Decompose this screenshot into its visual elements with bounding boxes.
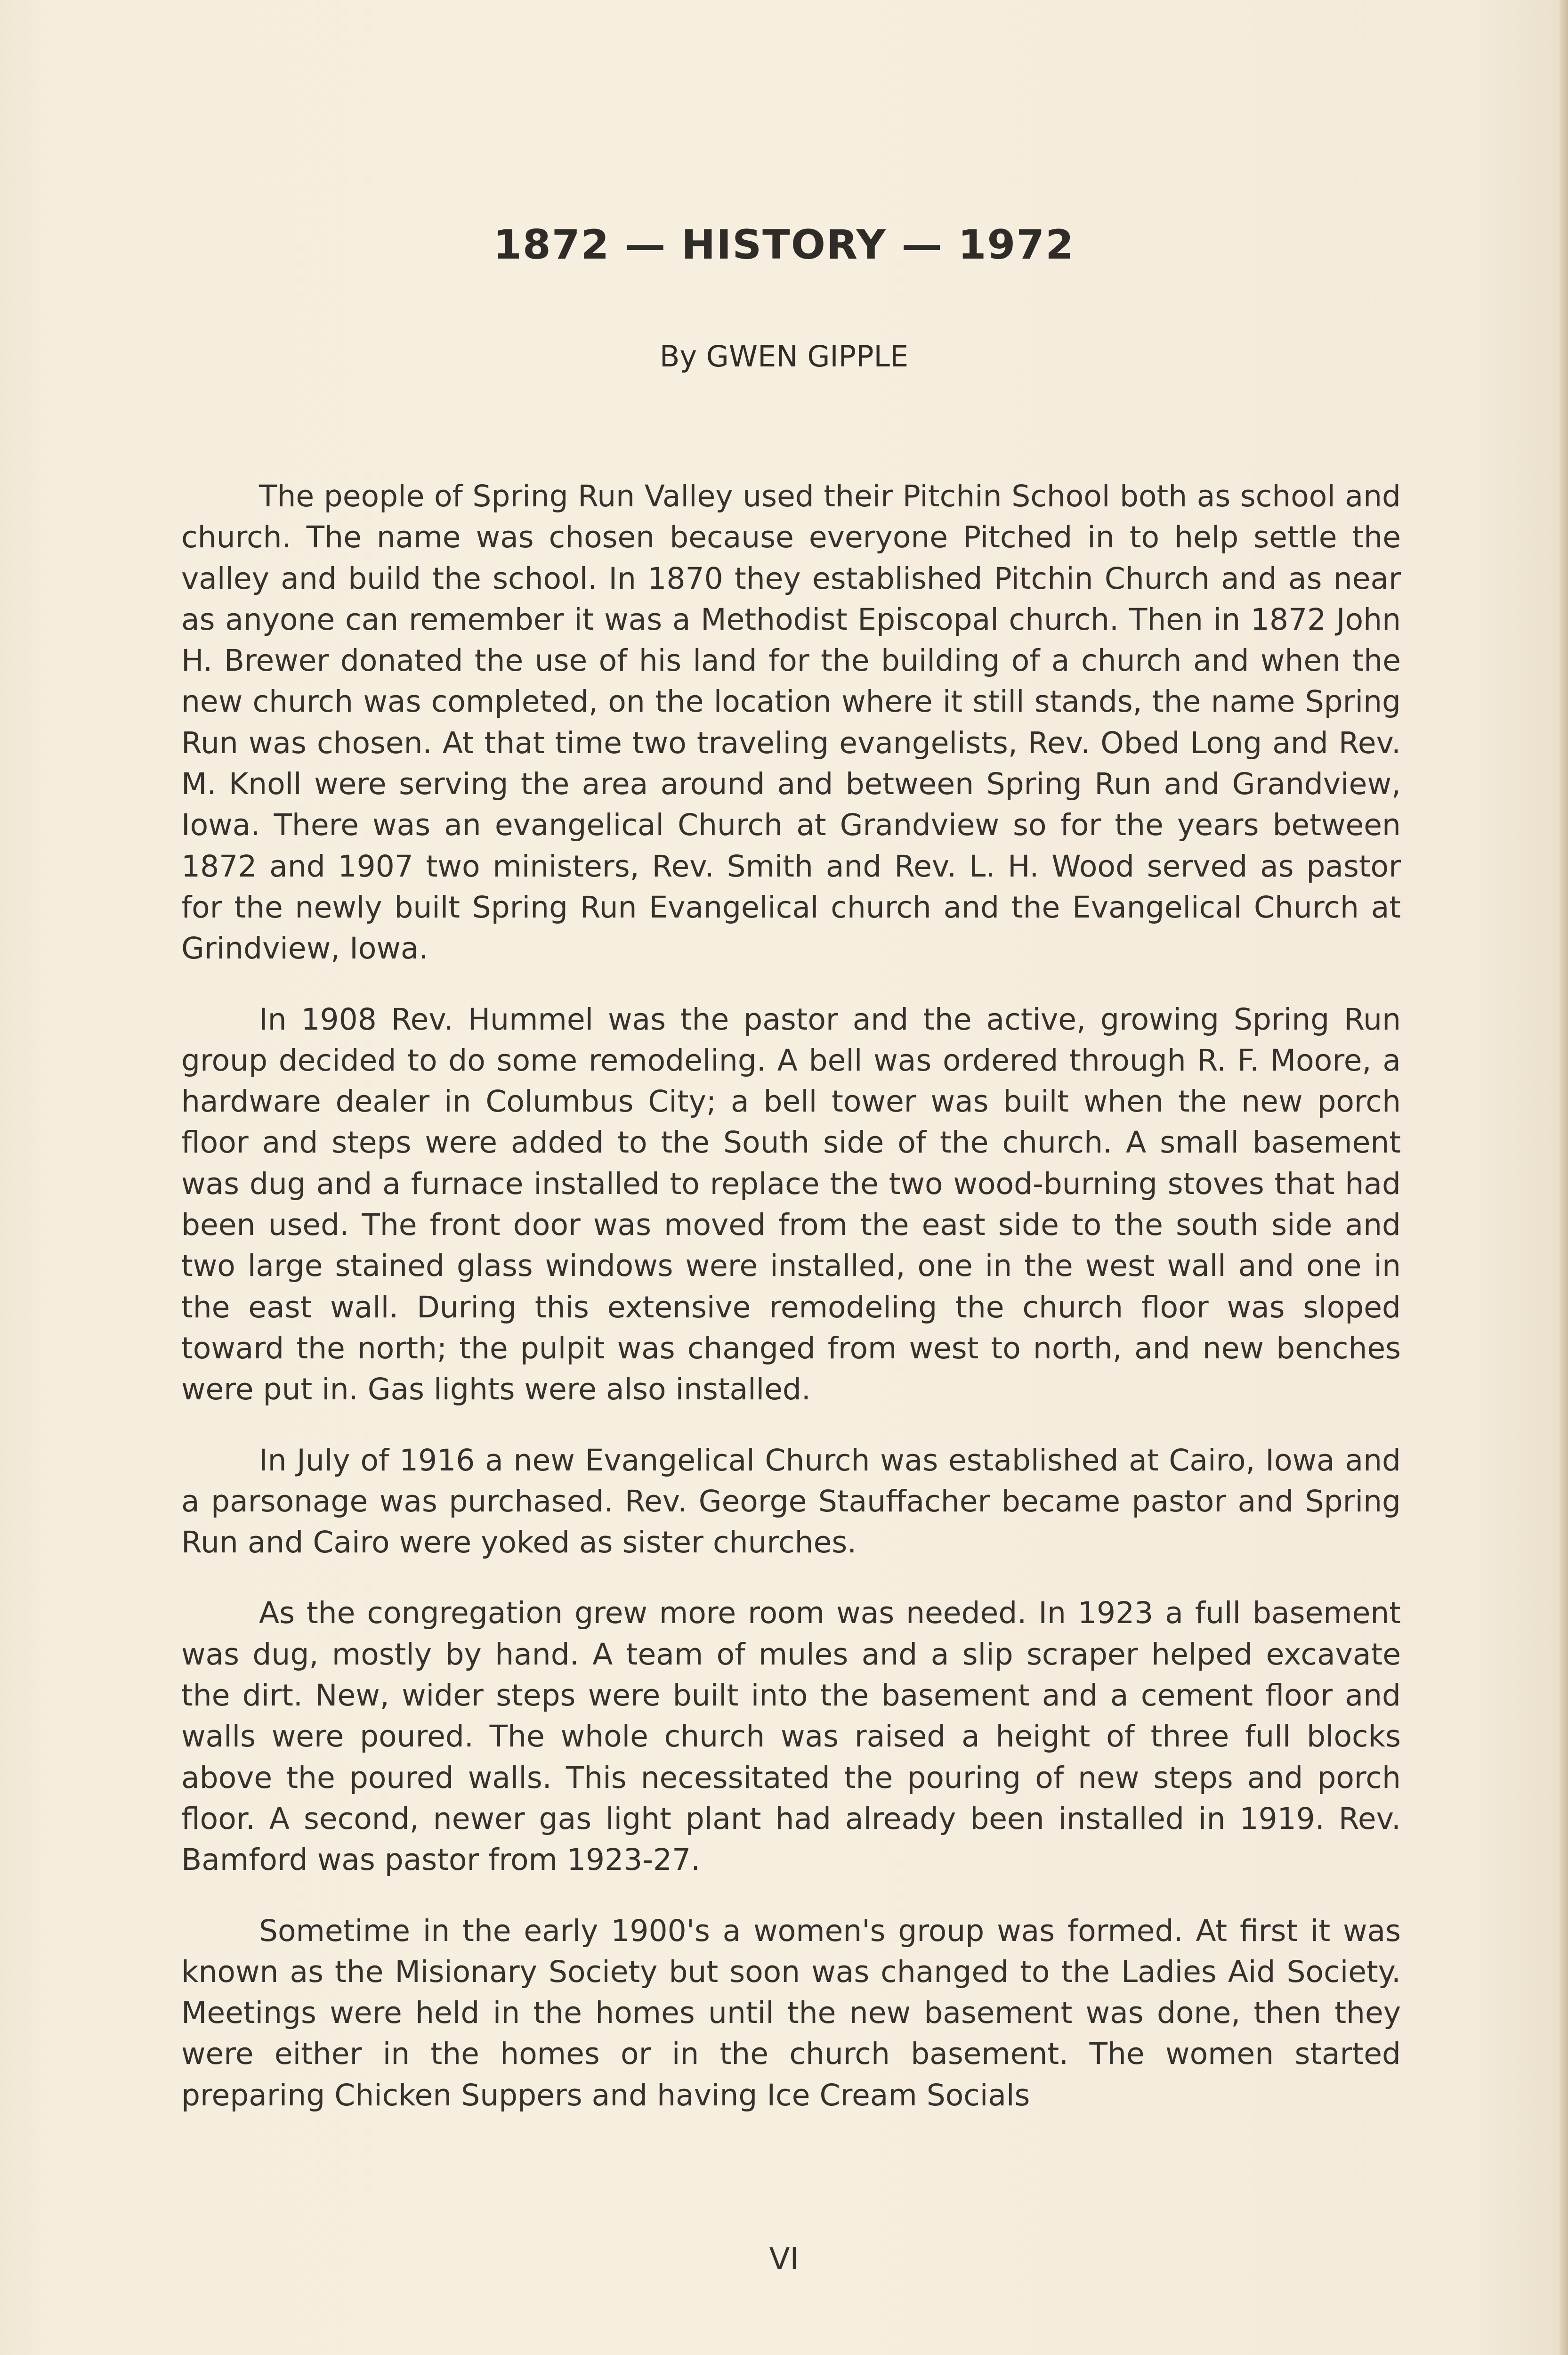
paragraph: Sometime in the early 1900's a women's group was formed. At first it was known as the Misionary Society but soon was changed to the Ladies Aid Society. Meetings were held in the homes until the new basement was done, then they were either in the homes or in the church basement. The women started preparing Chicken Suppers and having Ice Cream Socials xyxy=(181,1913,1401,2112)
page-title: 1872 — HISTORY — 1972 xyxy=(493,221,1075,268)
paragraph: In 1908 Rev. Hummel was the pastor and the active, growing Spring Run group decided to do some remodeling. A bell was ordered through R. F. Moore, a hardware dealer in Columbus City; a bell tower was built when the new porch floor and steps were added to the South side of the church. A small basement was dug and a furnace installed to replace the two wood-burning stoves that had been used. The front door was moved from the east side to the south side and two large stained glass windows were installed, one in the west wall and one in the east wall. During this extensive remodeling the church floor was sloped toward the north; the pulpit was changed from west to north, and new benches were put in. Gas lights were also installed. xyxy=(181,1002,1401,1407)
page-number: VI xyxy=(769,2242,799,2277)
author-byline: By GWEN GIPPLE xyxy=(659,339,909,374)
paragraph: As the congregation grew more room was needed. In 1923 a full basement was dug, mostly by hand. A team of mules and a slip scraper helped excavate the dirt. New, wider steps were built into the basement and a cement floor and walls were poured. The whole church was raised a height of three full blocks above the poured walls. This necessitated the pouring of new steps and porch floor. A second, newer gas light plant had already been installed in 1919. Rev. Bamford was pastor from 1923-27. xyxy=(181,1596,1401,1877)
paragraph: In July of 1916 a new Evangelical Church was established at Cairo, Iowa and a parsonage was purchased. Rev. George Stauffacher became pastor and Spring Run and Cairo were yoked as sister churches. xyxy=(181,1443,1401,1560)
paragraph: The people of Spring Run Valley used their Pitchin School both as school and church. The name was chosen because everyone Pitched in to help settle the valley and build the school. In 1870 they established Pitchin Church and as near as anyone can remember it was a Methodist Episcopal church. Then in 1872 John H. Brewer donated the use of his land for the building of a church and when the new church was completed, on the location where it still stands, the name Spring Run was chosen. At that time two traveling evangelists, Rev. Obed Long and Rev. M. Knoll were serving the area around and between Spring Run and Grandview, Iowa. There was an evangelical Church at Grandview so for the years between 1872 and 1907 two ministers, Rev. Smith and Rev. L. H. Wood served as pastor for the newly built Spring Run Evangelical church and the Evangelical Church at Grindview, Iowa. xyxy=(181,479,1401,966)
article-body xyxy=(181,476,1401,2145)
